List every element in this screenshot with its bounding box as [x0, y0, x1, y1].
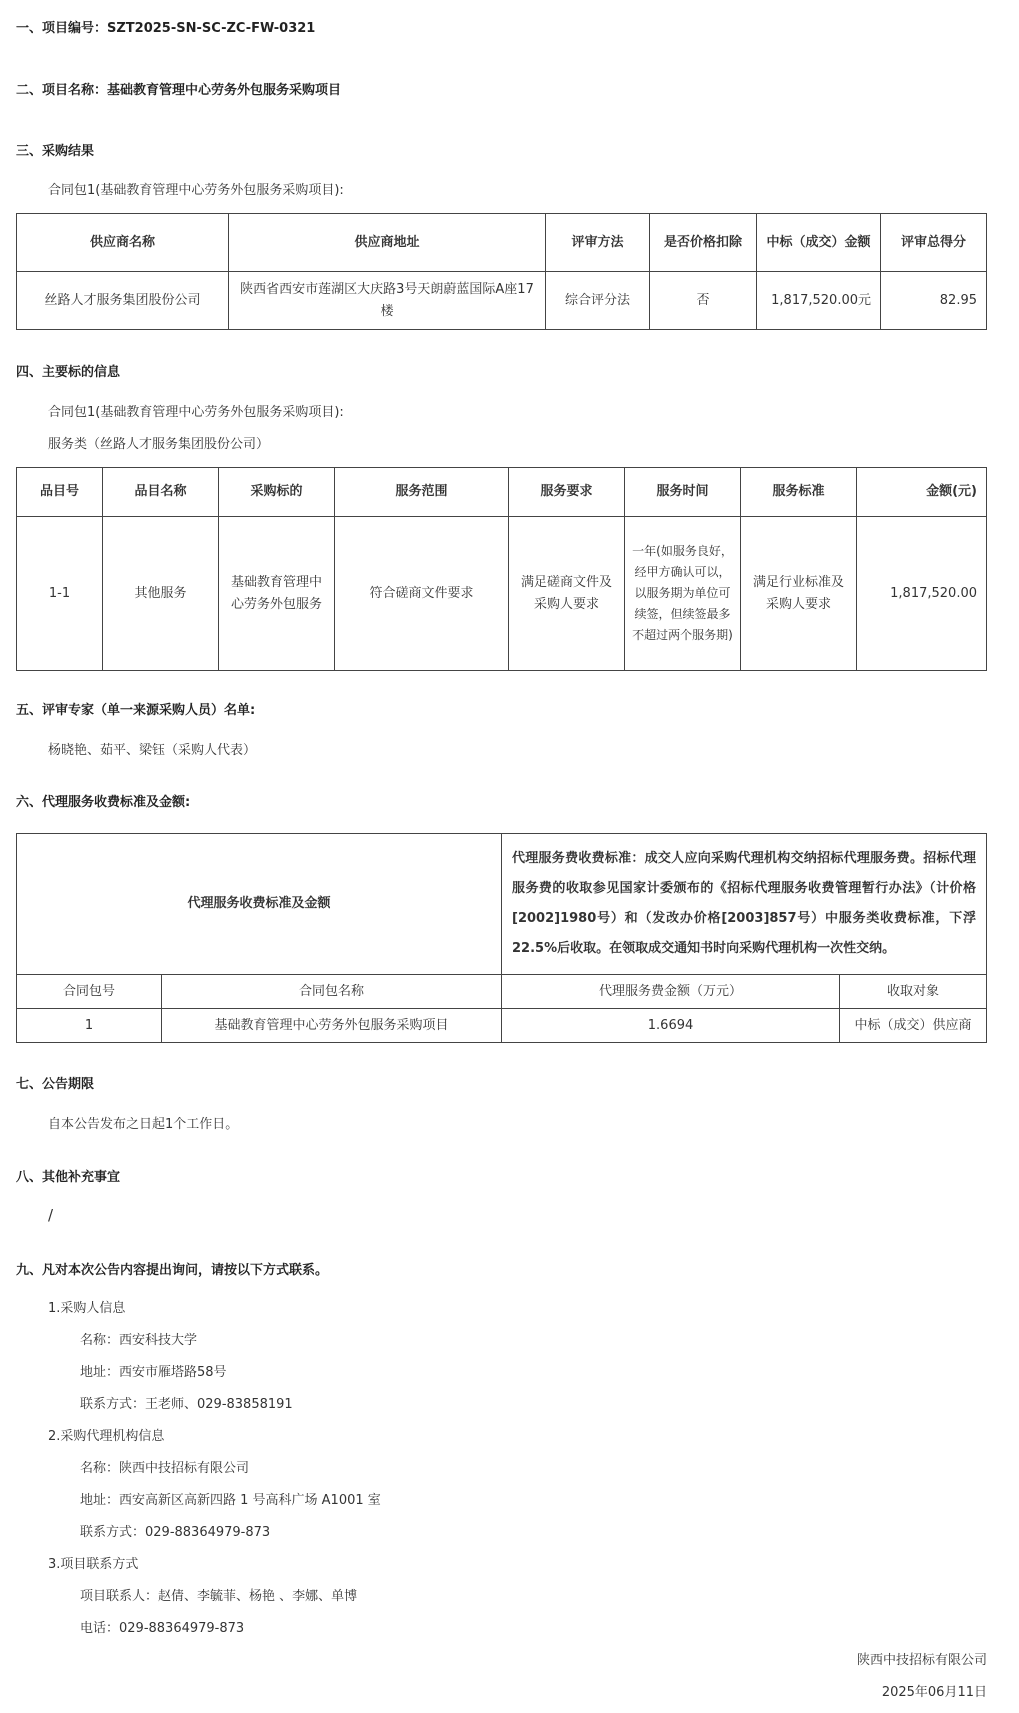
- table-row: [17, 517, 987, 671]
- agency-info-title: 2.采购代理机构信息: [48, 1429, 165, 1444]
- subject-category-label: 服务类（丝路人才服务集团股份公司）: [48, 437, 270, 452]
- other-matters-heading: 八、其他补充事宜: [16, 1170, 121, 1185]
- project-contact-title: 3.项目联系方式: [48, 1557, 139, 1572]
- agency-fee-header-payer: 收取对象: [840, 975, 987, 1009]
- subject-table: [16, 467, 987, 671]
- agency-fee-title: 代理服务收费标准及金额: [17, 834, 502, 975]
- purchaser-address: 地址：西安市雁塔路58号: [80, 1365, 227, 1380]
- result-header-amount: 中标（成交）金额: [757, 214, 881, 272]
- subject-header-time: 服务时间: [625, 468, 741, 517]
- agency-fee-cell-payer: 中标（成交）供应商: [840, 1009, 987, 1043]
- footer-company: 陕西中技招标有限公司: [856, 1653, 987, 1668]
- purchaser-name: 名称：西安科技大学: [80, 1333, 198, 1348]
- project-contacts: 项目联系人：赵倩、李毓菲、杨艳 、李娜、单博: [80, 1589, 358, 1604]
- project-phone: 电话：029-88364979-873: [80, 1621, 245, 1636]
- subject-cell-standard: 满足行业标准及采购人要求: [741, 517, 857, 671]
- contact-heading: 九、凡对本次公告内容提出询问，请按以下方式联系。: [16, 1263, 329, 1278]
- subject-table-header-row: [17, 468, 987, 517]
- subject-cell-item-name: 其他服务: [103, 517, 219, 671]
- table-row: [17, 272, 987, 330]
- notice-period-text: 自本公告发布之日起1个工作日。: [48, 1117, 239, 1132]
- table-row: [17, 1009, 987, 1043]
- subject-header-standard: 服务标准: [741, 468, 857, 517]
- result-header-price-deduction: 是否价格扣除: [650, 214, 757, 272]
- agency-fee-standard: 代理服务费收费标准：成交人应向采购代理机构交纳招标代理服务费。招标代理服务费的收取参见国家计委颁布的《招标代理服务收费管理暂行办法》（计价格[2002]1980号）和（发改办价格[2003]857号）中服务类收费标准，下浮22.5%后收取。在领取成交通知书时向采购代理机构一次性交纳。: [502, 834, 987, 975]
- agency-fee-header-amount: 代理服务费金额（万元）: [502, 975, 840, 1009]
- subject-cell-scope: 符合磋商文件要求: [335, 517, 509, 671]
- review-experts-names: 杨晓艳、茹平、梁钰（采购人代表）: [48, 743, 257, 758]
- result-cell-amount: 1,817,520.00元: [757, 272, 881, 330]
- agency-fee-cell-package-no: 1: [17, 1009, 162, 1043]
- project-number-heading: 一、项目编号：SZT2025-SN-SC-ZC-FW-0321: [16, 21, 316, 36]
- agency-fee-header-row: [17, 975, 987, 1009]
- result-cell-method: 综合评分法: [546, 272, 650, 330]
- subject-package-label: 合同包1(基础教育管理中心劳务外包服务采购项目):: [48, 405, 344, 420]
- procurement-result-heading: 三、采购结果: [16, 144, 95, 159]
- agency-fee-cell-amount: 1.6694: [502, 1009, 840, 1043]
- purchaser-contact: 联系方式：王老师、029-83858191: [80, 1397, 293, 1412]
- result-table: [16, 213, 987, 330]
- agency-contact: 联系方式：029-88364979-873: [80, 1525, 271, 1540]
- other-matters-text: /: [48, 1206, 54, 1224]
- subject-header-item-no: 品目号: [17, 468, 103, 517]
- result-header-supplier: 供应商名称: [17, 214, 229, 272]
- subject-cell-target: 基础教育管理中心劳务外包服务: [219, 517, 335, 671]
- project-name-heading: 二、项目名称：基础教育管理中心劳务外包服务采购项目: [16, 83, 342, 98]
- subject-header-amount: 金额(元): [857, 468, 987, 517]
- main-subject-heading: 四、主要标的信息: [16, 365, 121, 380]
- subject-cell-time: 一年(如服务良好，经甲方确认可以，以服务期为单位可续签，但续签最多不超过两个服务期): [625, 517, 741, 671]
- agency-name: 名称：陕西中技招标有限公司: [80, 1461, 250, 1476]
- subject-cell-amount: 1,817,520.00: [857, 517, 987, 671]
- result-header-address: 供应商地址: [229, 214, 546, 272]
- subject-header-scope: 服务范围: [335, 468, 509, 517]
- result-cell-address: 陕西省西安市莲湖区大庆路3号天朗蔚蓝国际A座17楼: [229, 272, 546, 330]
- subject-cell-requirement: 满足磋商文件及采购人要求: [509, 517, 625, 671]
- result-header-score: 评审总得分: [881, 214, 987, 272]
- agency-fee-cell-package-name: 基础教育管理中心劳务外包服务采购项目: [162, 1009, 502, 1043]
- review-experts-heading: 五、评审专家（单一来源采购人员）名单:: [16, 703, 256, 718]
- result-table-header-row: [17, 214, 987, 272]
- subject-header-item-name: 品目名称: [103, 468, 219, 517]
- agency-fee-standard-row: [17, 834, 987, 975]
- subject-header-target: 采购标的: [219, 468, 335, 517]
- result-cell-price-deduction: 否: [650, 272, 757, 330]
- notice-period-heading: 七、公告期限: [16, 1077, 95, 1092]
- purchaser-info-title: 1.采购人信息: [48, 1301, 126, 1316]
- agency-fee-header-package-no: 合同包号: [17, 975, 162, 1009]
- footer-date: 2025年06月11日: [881, 1685, 987, 1700]
- result-cell-supplier: 丝路人才服务集团股份公司: [17, 272, 229, 330]
- agency-address: 地址：西安高新区高新四路 1 号高科广场 A1001 室: [80, 1493, 381, 1508]
- result-header-method: 评审方法: [546, 214, 650, 272]
- agency-fee-heading: 六、代理服务收费标准及金额:: [16, 795, 191, 810]
- subject-header-requirement: 服务要求: [509, 468, 625, 517]
- agency-fee-header-package-name: 合同包名称: [162, 975, 502, 1009]
- subject-cell-item-no: 1-1: [17, 517, 103, 671]
- result-cell-score: 82.95: [881, 272, 987, 330]
- agency-fee-table: [16, 833, 987, 1043]
- result-package-label: 合同包1(基础教育管理中心劳务外包服务采购项目):: [48, 183, 344, 198]
